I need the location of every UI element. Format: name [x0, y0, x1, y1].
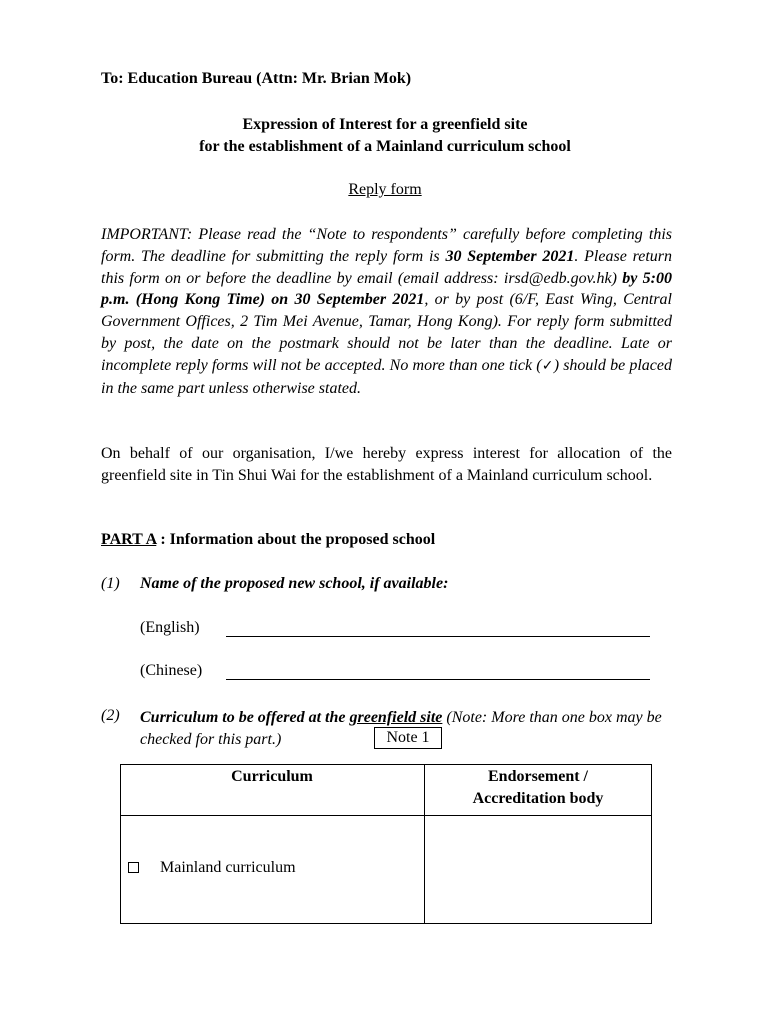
question-1-number: (1): [101, 575, 120, 592]
mainland-curriculum-label: Mainland curriculum: [160, 859, 296, 876]
table-header-divider: [120, 815, 652, 816]
endorsement-header-line-1: Endorsement /: [488, 768, 588, 785]
important-text-4: ) should be placed in the same part unless otherwise stated.: [101, 356, 673, 397]
question-1-text: Name of the proposed new school, if available:: [140, 575, 449, 592]
curriculum-column-header: Curriculum: [231, 768, 313, 785]
important-text-2: . Please return this form on or before the deadline by email (email address: irsd@edb.gov.hk): [101, 247, 673, 287]
english-name-field[interactable]: [226, 636, 650, 637]
mainland-curriculum-checkbox[interactable]: [128, 862, 139, 873]
important-notice: [101, 224, 672, 399]
reply-form-heading: Reply form: [348, 181, 422, 198]
important-text-3: , or by post (6/F, East Wing, Central Government Offices, 2 Tim Mei Avenue, Tamar, Hong Kong). For reply form submitted by post, the date on the postmark should not be later than the deadline. Late or incomplete reply forms will not be accepted. No more than one tick (: [101, 291, 673, 374]
endorsement-header-line-2: Accreditation body: [472, 790, 604, 807]
expression-of-interest-statement: On behalf of our organisation, I/we hereby express interest for allocation of the greenfield site in Tin Shui Wai for the establishment of a Mainland curriculum school.: [101, 445, 672, 484]
endorsement-column-header: [424, 766, 652, 810]
english-name-label: (English): [140, 619, 200, 636]
deadline-time: by 5:00 p.m. (Hong Kong Time) on: [101, 269, 673, 309]
tick-icon: ✓: [541, 357, 554, 374]
chinese-name-field[interactable]: [226, 679, 650, 680]
form-title-line-1: Expression of Interest for a greenfield site: [242, 116, 528, 133]
chinese-name-label: (Chinese): [140, 662, 203, 679]
question-2-note: (Note: More than one box may be checked for this part.): [140, 709, 662, 748]
important-text-1: IMPORTANT: Please read the “Note to respondents” carefully before completing this form. The deadline for submitting the reply form is: [101, 226, 672, 265]
form-title-line-2: for the establishment of a Mainland curriculum school: [199, 138, 571, 155]
part-a-label: PART A: [101, 531, 157, 548]
deadline-date-1: 30 September 2021: [445, 247, 575, 265]
question-2-title-underlined: greenfield site: [349, 709, 443, 726]
recipient-line: To: Education Bureau (Attn: Mr. Brian Mok): [101, 70, 412, 87]
note-1-box: Note 1: [374, 727, 442, 749]
question-2-title: Curriculum to be offered at the: [140, 709, 350, 726]
part-a-title: : Information about the proposed school: [156, 531, 436, 548]
part-a-heading: [101, 531, 435, 549]
deadline-date-2: 30 September 2021: [294, 291, 425, 309]
question-2-number: (2): [101, 707, 120, 724]
